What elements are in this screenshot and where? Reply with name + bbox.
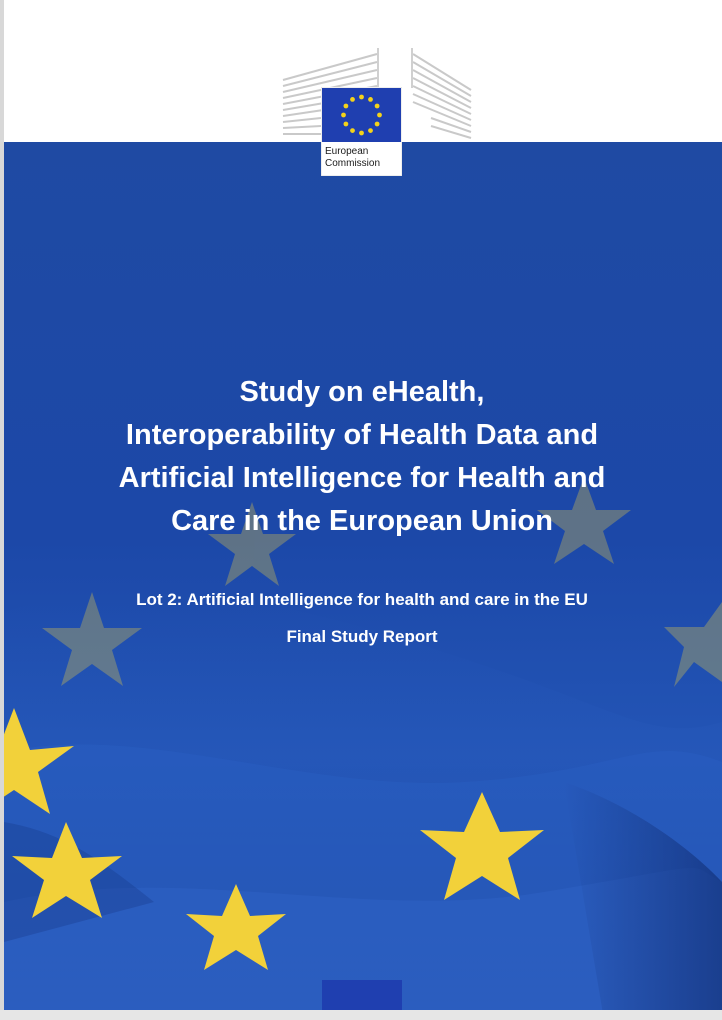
logo-label-line1: European: [325, 146, 369, 157]
page-bottom-edge: [0, 1010, 722, 1020]
title-line: Artificial Intelligence for Health and: [118, 462, 606, 494]
flag-illustration: [4, 142, 722, 1020]
document-subtitle: Lot 2: Artificial Intelligence for health and care in the EU: [136, 590, 588, 609]
bottom-blue-bar: [322, 980, 402, 1010]
title-line: Study on eHealth,: [239, 376, 485, 408]
eu-flag-background: [4, 142, 722, 1020]
title-line: Care in the European Union: [171, 505, 553, 537]
title-line: Interoperability of Health Data and: [125, 419, 599, 451]
document-title: [40, 371, 684, 543]
report-type: Final Study Report: [286, 627, 438, 646]
logo-label-line2: Commission: [325, 158, 381, 169]
logo-label: [325, 146, 399, 170]
